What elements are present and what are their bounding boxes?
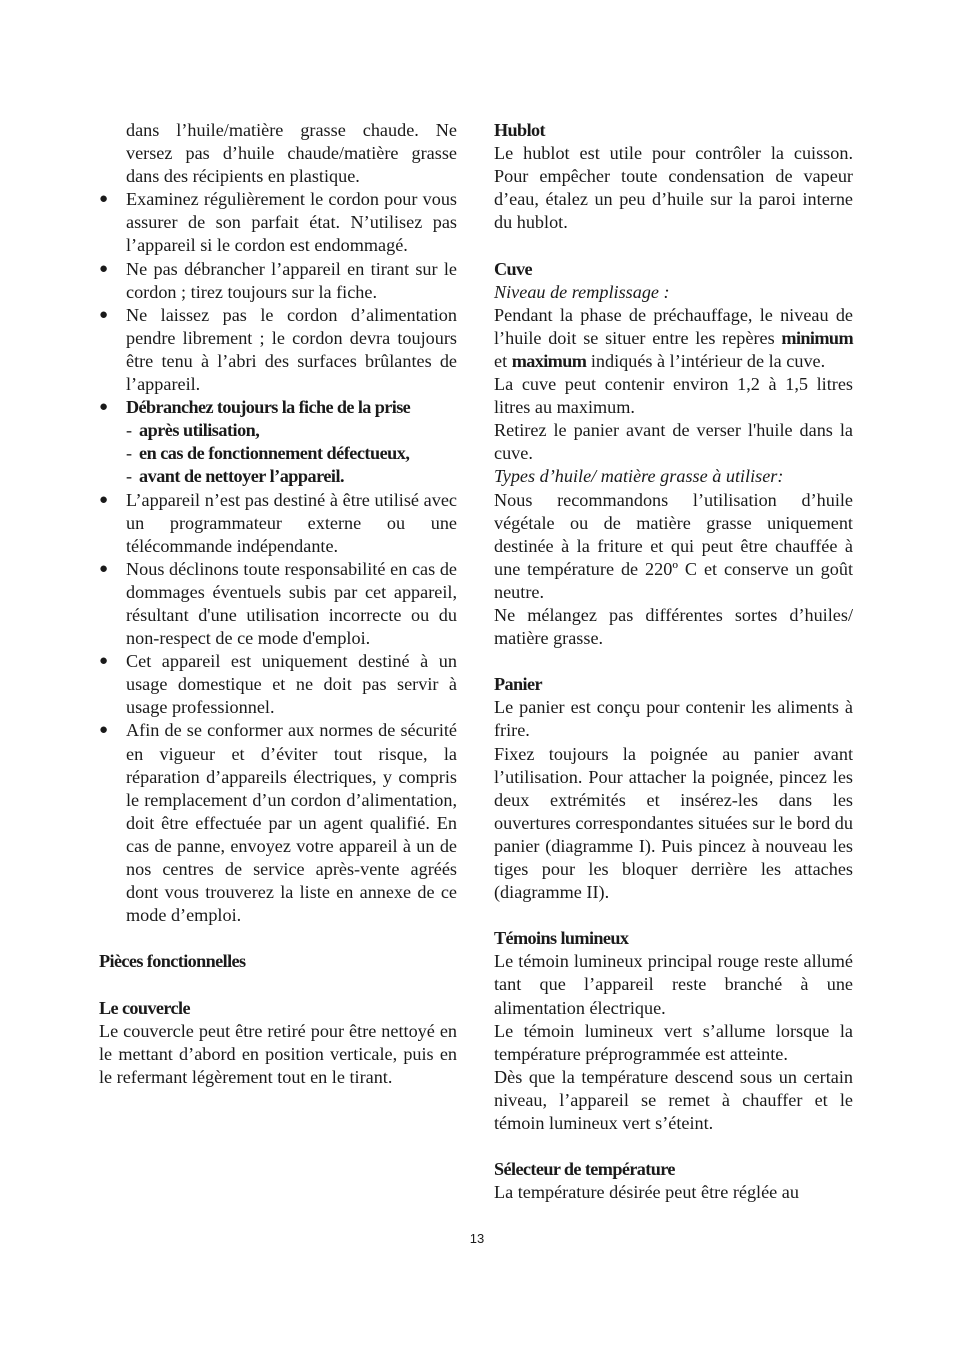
dash-before-cleaning: - avant de nettoyer l’appareil. bbox=[99, 465, 457, 488]
spacer bbox=[494, 904, 853, 927]
heading-basket: Panier bbox=[494, 674, 542, 695]
and-word: et bbox=[494, 350, 508, 371]
left-column bbox=[99, 119, 457, 1089]
oil-recommendation: Nous recommandons l’utilisation d’huile végétale ou de matière grasse uniquement destinée à la friture et qui peut être chauffée à une température de 220º C et conserve un goût neutre. bbox=[494, 489, 853, 602]
bullet-liability: ● Nous déclinons toute responsabilité en cas de dommages éventuels subis par cet appareil, résultant d'une utilisation incorrecte ou du non-respect de ce mode d'emploi. bbox=[99, 558, 457, 650]
tank-paragraph-level bbox=[494, 304, 853, 373]
bullet-cord-hanging: ● Ne laissez pas le cordon d’alimentation pendre librement ; le cordon devra toujours être tenu à l’abri des surfaces brûlantes de l’appareil. bbox=[99, 304, 457, 396]
right-column bbox=[494, 119, 853, 1204]
window-paragraph: Le hublot est utile pour contrôler la cuisson. Pour empêcher toute condensation de vapeur d’eau, étalez un peu d’huile sur la paroi interne du hublot. bbox=[494, 143, 853, 233]
maximum-mark: maximum bbox=[511, 350, 587, 371]
page-number: 13 bbox=[469, 1231, 485, 1246]
oil-types-subheading: Types d’huile/ matière grasse à utiliser: bbox=[494, 466, 784, 487]
tank-level-text: Pendant la phase de préchauffage, le niveau de l’huile doit se situer entre les repères bbox=[494, 304, 853, 348]
dash-after-use: - après utilisation, bbox=[99, 419, 457, 442]
heading-functional-parts: Pièces fonctionnelles bbox=[99, 951, 246, 972]
spacer bbox=[494, 650, 853, 673]
oil-no-mixing: Ne mélangez pas différentes sortes d’huiles/ matière grasse. bbox=[494, 604, 853, 649]
indicator-paragraph-2: Le témoin lumineux vert s’allume lorsque la température préprogrammée est atteinte. bbox=[494, 1020, 853, 1064]
indicator-paragraph-3: Dès que la température descend sous un certain niveau, l’appareil se remet à chauffer et le témoin lumineux vert s’éteint. bbox=[494, 1066, 853, 1134]
temperature-selector-paragraph: La température désirée peut être réglée au bbox=[494, 1182, 799, 1203]
bullet-unplug-plug: ● Ne pas débrancher l’appareil en tirant sur le cordon ; tirez toujours sur la fiche. bbox=[99, 258, 457, 304]
basket-paragraph-2: Fixez toujours la poignée au panier avant l’utilisation. Pour attacher la poignée, pincez les deux extrémités et insérez-les dans les ouvertures correspondantes situées sur le bord du panier (diagramme I). Puis pincez à nouveau les tiges pour les bloquer derrière les attaches (diagramme II). bbox=[494, 743, 853, 903]
fill-level-subheading: Niveau de remplissage : bbox=[494, 281, 670, 302]
bullet-repairs: ● Afin de se conformer aux normes de sécurité en vigueur et d’éviter tout risque, la réparation d’appareils électriques, y compris le remplacement d’un cordon d’alimentation, doit être effectuée par un agent qualifié. En cas de panne, envoyez votre appareil à un de nos centres de service après-vente agréés dont vous trouverez la liste en annexe de ce mode d’emploi. bbox=[99, 719, 457, 927]
spacer bbox=[99, 927, 457, 950]
heading-indicator-lights: Témoins lumineux bbox=[494, 928, 629, 949]
bullet-no-timer: ● L’appareil n’est pas destiné à être utilisé avec un programmateur externe ou une télécommande indépendante. bbox=[99, 489, 457, 558]
basket-paragraph-1: Le panier est conçu pour contenir les aliments à frire. bbox=[494, 697, 853, 741]
indicator-paragraph-1: Le témoin lumineux principal rouge reste allumé tant que l’appareil reste branché à une alimentation électrique. bbox=[494, 951, 853, 1018]
heading-lid: Le couvercle bbox=[99, 997, 190, 1018]
spacer bbox=[99, 973, 457, 996]
tank-level-text-end: indiqués à l’intérieur de la cuve. bbox=[590, 350, 826, 371]
bullet-unplug-always: ● Débranchez toujours la fiche de la prise bbox=[99, 396, 457, 419]
bullet-domestic-use: ● Cet appareil est uniquement destiné à un usage domestique et ne doit pas servir à usage professionnel. bbox=[99, 650, 457, 719]
spacer bbox=[494, 1135, 853, 1158]
heading-temperature-selector: Sélecteur de température bbox=[494, 1159, 675, 1180]
tank-capacity: La cuve peut contenir environ 1,2 à 1,5 litres litres au maximum. bbox=[494, 374, 853, 418]
bullet-cord-check: ● Examinez régulièrement le cordon pour vous assurer de son parfait état. N’utilisez pas l’appareil si le cordon est endommagé. bbox=[99, 188, 457, 257]
continued-paragraph: dans l’huile/matière grasse chaude. Ne versez pas d’huile chaude/matière grasse dans des récipients en plastique. bbox=[126, 120, 457, 187]
minimum-mark: minimum bbox=[781, 327, 853, 348]
tank-basket-note: Retirez le panier avant de verser l'huile dans la cuve. bbox=[494, 420, 853, 464]
lid-paragraph: Le couvercle peut être retiré pour être nettoyé en le mettant d’abord en position verticale, puis en le refermant légèrement tout en le tirant. bbox=[99, 1020, 457, 1087]
spacer bbox=[494, 234, 853, 257]
dash-malfunction: - en cas de fonctionnement défectueux, bbox=[99, 442, 457, 465]
heading-window: Hublot bbox=[494, 120, 545, 140]
heading-tank: Cuve bbox=[494, 258, 533, 279]
